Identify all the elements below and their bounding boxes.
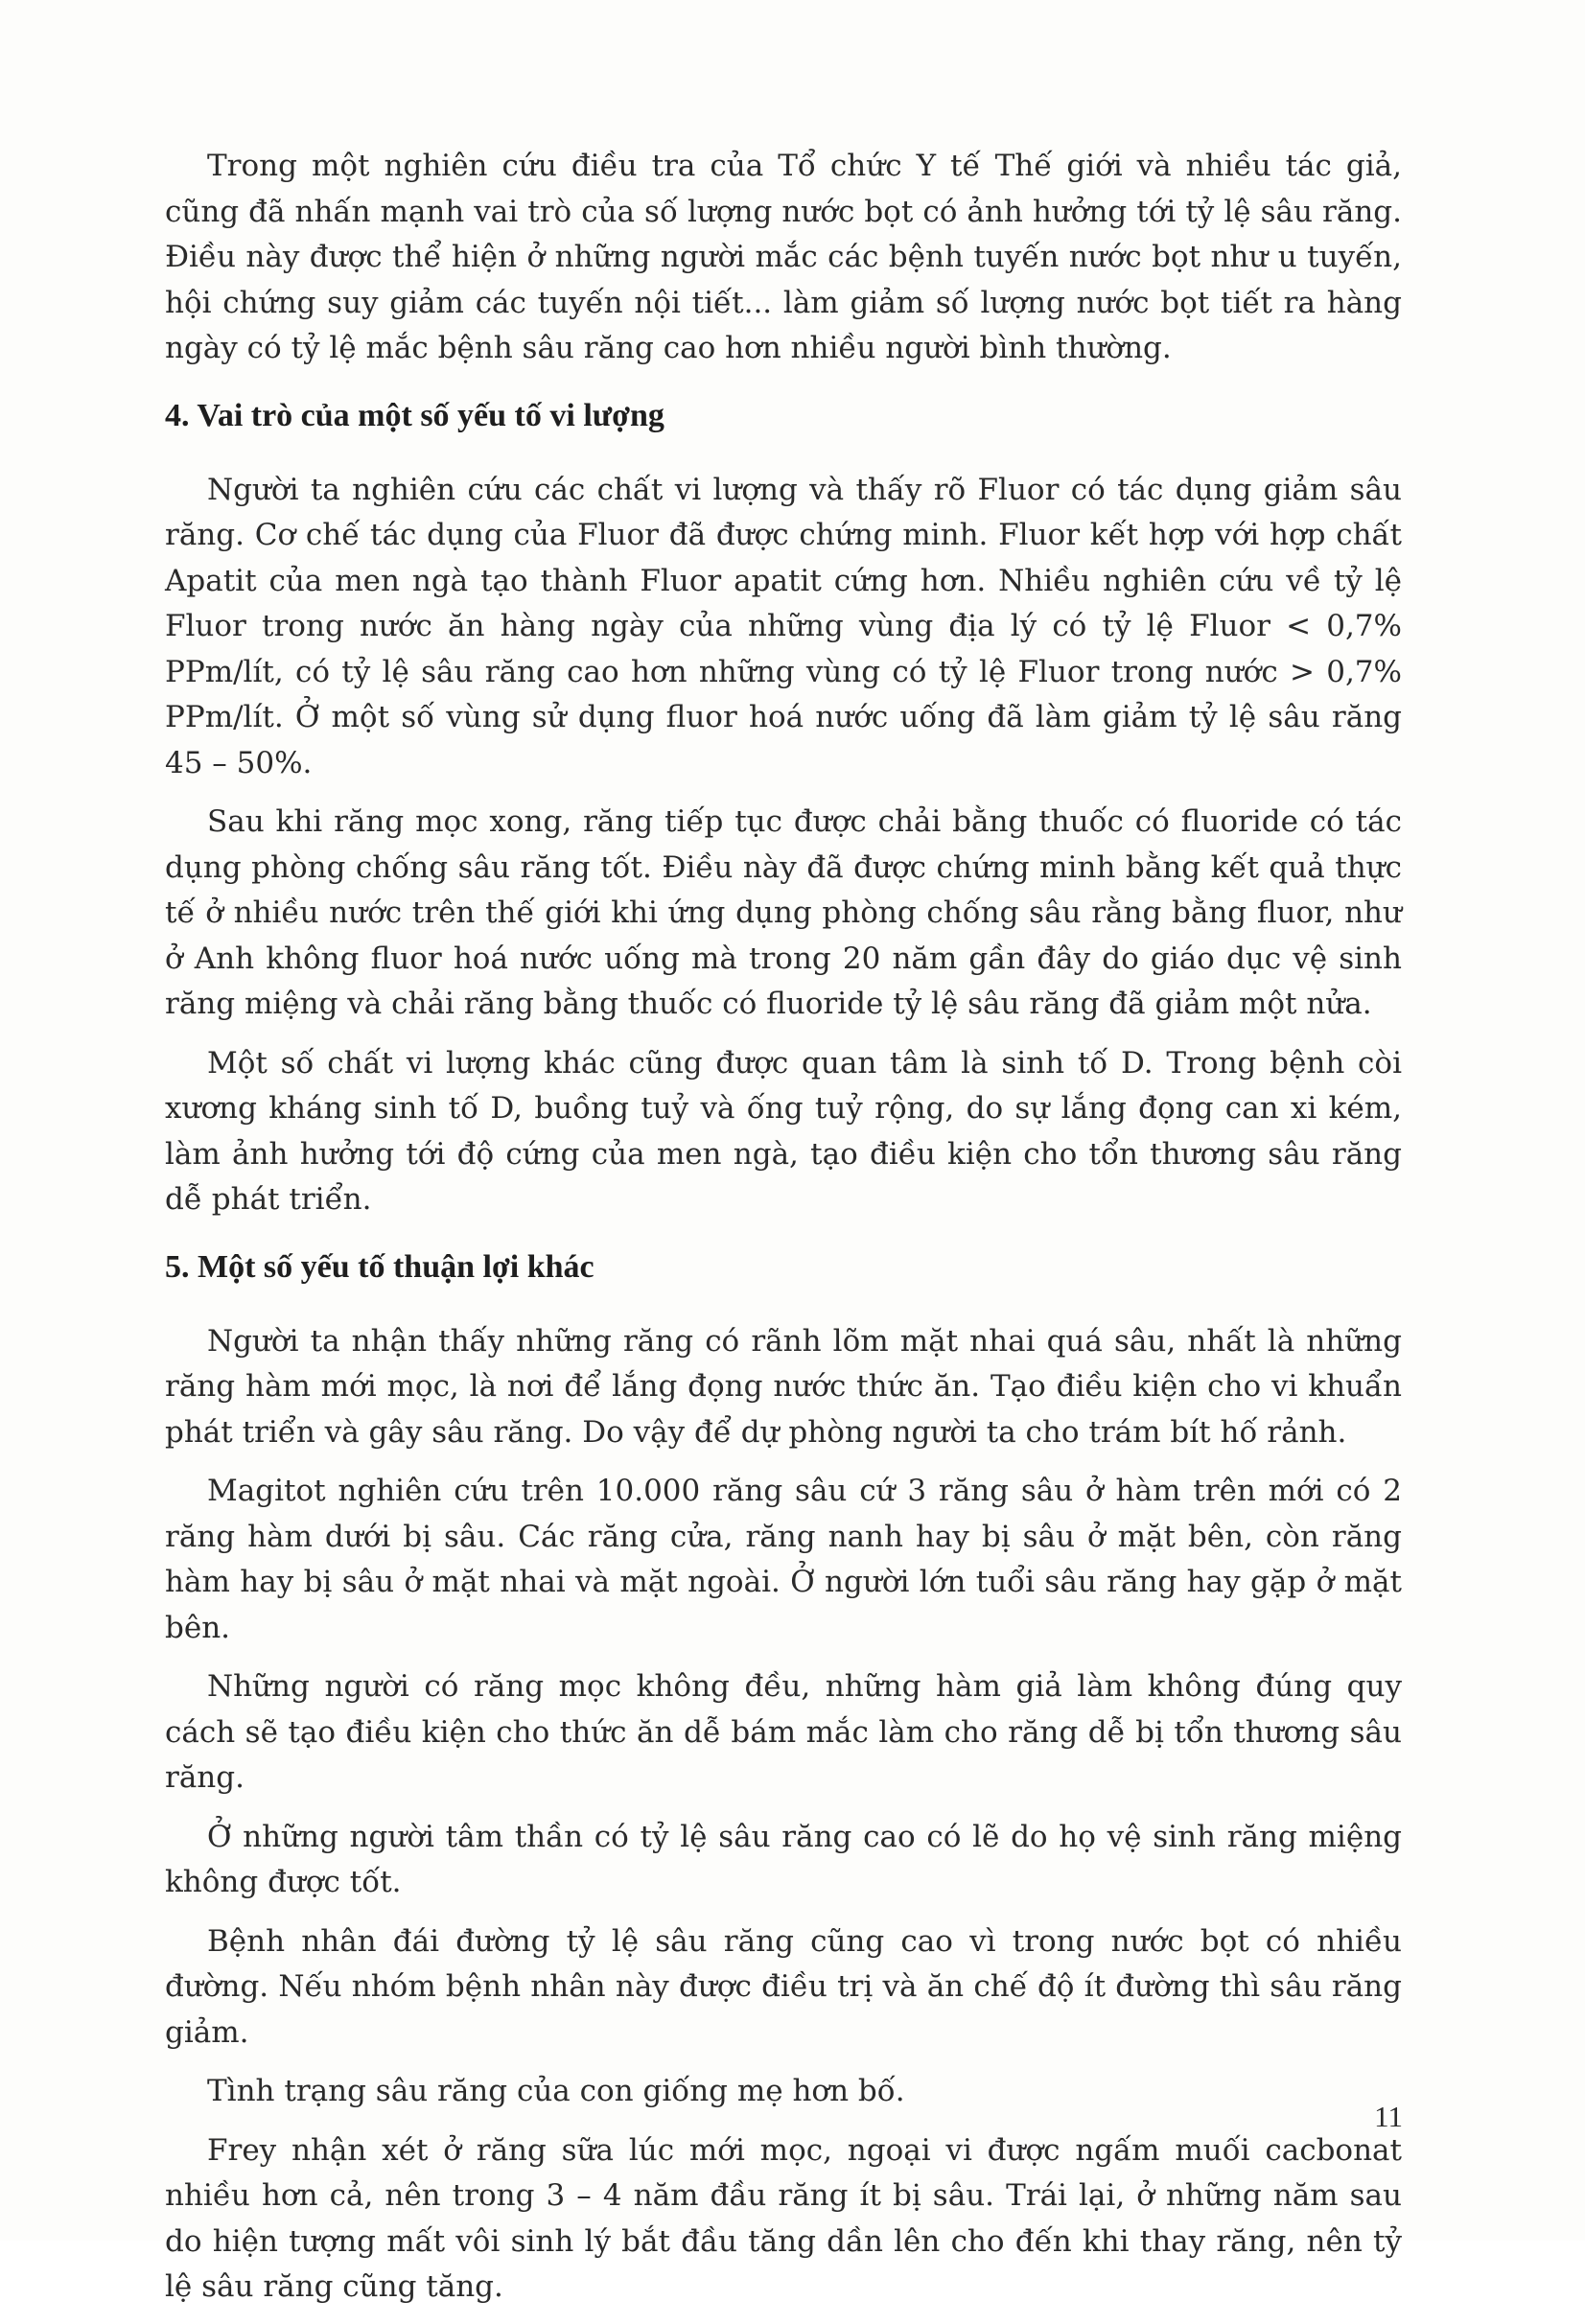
section-4-paragraph-3: Một số chất vi lượng khác cũng được quan tâm là sinh tố D. Trong bệnh còi xương kháng sinh tố D, buồng tuỷ và ống tuỷ rộng, do sự lắng đọng can xi kém, làm ảnh hưởng tới độ cứng của men ngà, tạo điều kiện cho tổn thương sâu răng dễ phát triển. bbox=[165, 1045, 1402, 1217]
section-5-paragraph-5: Bệnh nhân đái đường tỷ lệ sâu răng cũng cao vì trong nước bọt có nhiều đường. Nếu nhóm bệnh nhân này được điều trị và ăn chế độ ít đường thì sâu răng giảm. bbox=[165, 1923, 1402, 2050]
section-4-paragraph-1: Người ta nghiên cứu các chất vi lượng và thấy rõ Fluor có tác dụng giảm sâu răng. Cơ chế tác dụng của Fluor đã được chứng minh. Fluor kết hợp với hợp chất Apatit của men ngà tạo thành Fluor apatit cứng hơn. Nhiều nghiên cứu về tỷ lệ Fluor trong nước ăn hàng ngày của những vùng địa lý có tỷ lệ Fluor < 0,7% PPm/lít, có tỷ lệ sâu răng cao hơn những vùng có tỷ lệ Fluor trong nước > 0,7% PPm/lít. Ở một số vùng sử dụng fluor hoá nước uống đã làm giảm tỷ lệ sâu răng 45 – 50%. bbox=[165, 472, 1402, 780]
section-5-paragraph-3: Những người có răng mọc không đều, những hàm giả làm không đúng quy cách sẽ tạo điều kiện cho thức ăn dễ bám mắc làm cho răng dễ bị tổn thương sâu răng. bbox=[165, 1669, 1402, 1795]
intro-paragraph: Trong một nghiên cứu điều tra của Tổ chức Y tế Thế giới và nhiều tác giả, cũng đã nhấn mạnh vai trò của số lượng nước bọt có ảnh hưởng tới tỷ lệ sâu răng. Điều này được thể hiện ở những người mắc các bệnh tuyến nước bọt như u tuyến, hội chứng suy giảm các tuyến nội tiết... làm giảm số lượng nước bọt tiết ra hàng ngày có tỷ lệ mắc bệnh sâu răng cao hơn nhiều người bình thường. bbox=[165, 149, 1402, 365]
section-4-heading: 4. Vai trò của một số yếu tố vi lượng bbox=[165, 397, 664, 433]
section-5-heading: 5. Một số yếu tố thuận lợi khác bbox=[165, 1248, 594, 1285]
section-4-paragraph-2: Sau khi răng mọc xong, răng tiếp tục được chải bằng thuốc có fluoride có tác dụng phòng chống sâu răng tốt. Điều này đã được chứng minh bằng kết quả thực tế ở nhiều nước trên thế giới khi ứng dụng phòng chống sâu rằng bằng fluor, như ở Anh không fluor hoá nước uống mà trong 20 năm gần đây do giáo dục vệ sinh răng miệng và chải răng bằng thuốc có fluoride tỷ lệ sâu răng đã giảm một nửa. bbox=[165, 804, 1402, 1021]
section-5-paragraph-1: Người ta nhận thấy những răng có rãnh lõm mặt nhai quá sâu, nhất là những răng hàm mới mọc, là nơi để lắng đọng nước thức ăn. Tạo điều kiện cho vi khuẩn phát triển và gây sâu răng. Do vậy để dự phòng người ta cho trám bít hố rảnh. bbox=[165, 1323, 1402, 1450]
section-5-paragraph-4: Ở những người tâm thần có tỷ lệ sâu răng cao có lẽ do họ vệ sinh răng miệng không được tốt. bbox=[165, 1819, 1402, 1899]
section-5-paragraph-7: Frey nhận xét ở răng sữa lúc mới mọc, ngoại vi được ngấm muối cacbonat nhiều hơn cả, nên trong 3 – 4 năm đầu răng ít bị sâu. Trái lại, ở những năm sau do hiện tượng mất vôi sinh lý bắt đầu tăng dần lên cho đến khi thay răng, nên tỷ lệ sâu răng cũng tăng. bbox=[165, 2132, 1402, 2304]
section-5-paragraph-2: Magitot nghiên cứu trên 10.000 răng sâu cứ 3 răng sâu ở hàm trên mới có 2 răng hàm dưới bị sâu. Các răng cửa, răng nanh hay bị sâu ở mặt bên, còn răng hàm hay bị sâu ở mặt nhai và mặt ngoài. Ở người lớn tuổi sâu răng hay gặp ở mặt bên. bbox=[165, 1474, 1402, 1645]
page-content bbox=[165, 144, 1402, 2324]
page-number: 11 bbox=[1374, 2100, 1403, 2133]
section-5-paragraph-6: Tình trạng sâu răng của con giống mẹ hơn bố. bbox=[207, 2074, 905, 2108]
